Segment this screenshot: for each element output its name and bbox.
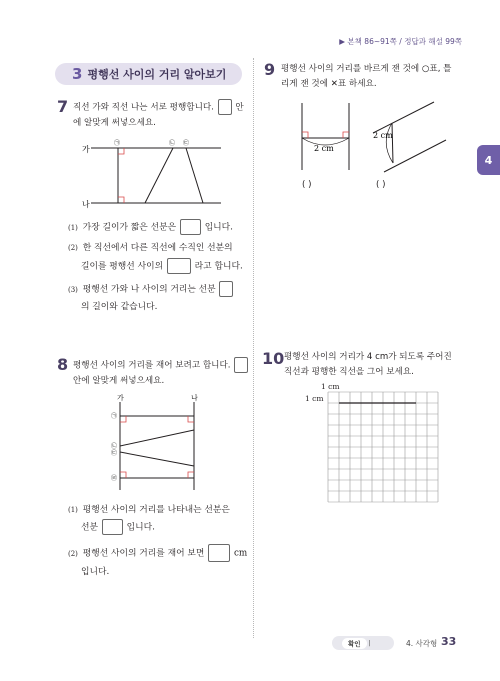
q-text: 의 길이와 같습니다.	[81, 302, 158, 312]
section-title: 평행선 사이의 거리 알아보기	[87, 68, 227, 81]
drawing-grid[interactable]	[328, 392, 440, 504]
q-text: 입니다.	[81, 567, 110, 577]
problem-8-number: 8	[57, 355, 69, 374]
q-text: 선분	[81, 522, 98, 533]
problem-8-figure	[110, 392, 210, 492]
segment-2	[145, 148, 173, 203]
line-na-label: 나	[82, 200, 90, 209]
answer-paren-b[interactable]: ( )	[376, 180, 386, 190]
problem-9-text	[281, 62, 466, 92]
segment-3	[186, 148, 203, 203]
problem-7-line2: 에 알맞게 써넣으세요.	[73, 117, 156, 128]
q-text: 가장 길이가 짧은 선분은	[82, 222, 177, 233]
answer-box	[180, 219, 201, 235]
problem-7-line1-tail: 안	[235, 102, 244, 113]
mark-1: ㉠	[111, 413, 118, 420]
problem-9-figure-b	[368, 100, 448, 172]
problem-7-q3-cont	[81, 299, 157, 316]
problem-7-q2-cont	[81, 258, 243, 276]
confirm-bar: |	[368, 639, 371, 647]
problem-7-q2	[68, 240, 248, 257]
segment-3	[120, 452, 194, 466]
problem-8-text	[73, 357, 253, 389]
problem-8-q1-cont	[81, 519, 155, 537]
q-text: 입니다.	[204, 222, 233, 233]
problem-8-q1	[68, 502, 248, 519]
right-angle-mark	[343, 132, 349, 138]
q-marker: (2)	[68, 244, 78, 252]
problem-8-q2	[68, 544, 247, 563]
line-ga-label: 가	[82, 145, 90, 154]
mark-3: ㉢	[183, 140, 190, 147]
section-number: 3	[72, 65, 83, 83]
segment-2	[120, 430, 194, 446]
footer-chapter: 4. 사각형	[406, 639, 438, 648]
confirm-label: 확인	[342, 638, 367, 649]
problem-7-number: 7	[57, 97, 69, 116]
q-text: 평행선 사이의 거리를 재어 보면	[82, 548, 205, 559]
right-angle-mark	[118, 148, 124, 154]
right-angle-mark	[118, 197, 124, 203]
right-angle-mark	[188, 416, 194, 422]
problem-7-q1	[68, 219, 233, 237]
section-title-pill	[55, 63, 242, 85]
problem-9-line1: 평행선 사이의 거리를 바르게 잰 것에 ○표, 틀	[281, 64, 452, 74]
problem-8-line1: 평행선 사이의 거리를 재어 보려고 합니다.	[73, 360, 231, 371]
chapter-tab: 4	[477, 145, 500, 175]
measure-label: 2 cm	[314, 144, 334, 153]
grid-scale-top: 1 cm	[321, 382, 340, 391]
page-number: 33	[441, 635, 457, 648]
confirm-badge	[332, 636, 394, 650]
mark-2: ㉡	[169, 140, 176, 147]
grid-scale-left: 1 cm	[305, 394, 324, 403]
answer-box	[219, 281, 233, 297]
page-reference: ▶ 본책 86~91쪽 / 정답과 해설 99쪽	[339, 37, 462, 46]
answer-box	[234, 357, 248, 373]
q-text: 한 직선에서 다른 직선에 수직인 선분의	[82, 243, 233, 253]
problem-7-figure	[83, 135, 243, 207]
problem-7-q3	[68, 281, 234, 299]
problem-9-number: 9	[264, 60, 276, 79]
mark-1: ㉠	[114, 140, 121, 147]
q-marker: (1)	[68, 223, 78, 232]
answer-box	[208, 544, 230, 562]
measure-segment	[392, 123, 393, 163]
grid-lines	[328, 392, 438, 502]
right-angle-mark	[302, 132, 308, 138]
answer-paren-a[interactable]: ( )	[302, 180, 312, 190]
right-angle-mark	[120, 472, 126, 478]
mark-4: ㉣	[111, 475, 118, 482]
q-marker: (3)	[68, 285, 78, 294]
column-divider	[253, 58, 254, 638]
problem-10-line2: 직선과 평행한 직선을 그어 보세요.	[284, 367, 414, 377]
problem-9-figure-a	[293, 100, 363, 172]
q-text: 입니다.	[126, 522, 155, 533]
answer-box	[218, 99, 232, 115]
q-marker: (2)	[68, 549, 78, 558]
problem-10-line1: 평행선 사이의 거리가 4 cm가 되도록 주어진	[284, 352, 452, 362]
problem-8-q2-cont	[81, 564, 109, 581]
problem-10-number: 10	[262, 349, 285, 368]
mark-3: ㉢	[111, 450, 118, 457]
problem-7-text	[73, 99, 248, 131]
unit-cm: cm	[233, 548, 248, 559]
answer-box	[102, 519, 123, 535]
problem-8-line2: 안에 알맞게 써넣으세요.	[73, 375, 165, 386]
right-angle-mark	[188, 472, 194, 478]
parallel-line-top	[373, 102, 434, 133]
problem-10-text	[284, 350, 464, 380]
line-na-label: 나	[191, 394, 198, 402]
q-text: 길이를 평행선 사이의	[81, 261, 164, 272]
q-marker: (1)	[68, 506, 78, 514]
q-text: 평행선 가와 나 사이의 거리는 선분	[82, 284, 216, 295]
right-angle-mark	[120, 416, 126, 422]
q-text: 평행선 사이의 거리를 나타내는 선분은	[82, 505, 230, 515]
problem-7-line1: 직선 가와 직선 나는 서로 평행합니다.	[73, 102, 214, 113]
q-text: 라고 합니다.	[194, 261, 243, 272]
problem-9-line2: 리게 잰 것에 ✕표 하세요.	[281, 79, 377, 89]
mark-2: ㉡	[111, 443, 118, 450]
answer-box	[167, 258, 191, 274]
line-ga-label: 가	[117, 394, 124, 402]
measure-label: 2 cm	[373, 131, 393, 140]
